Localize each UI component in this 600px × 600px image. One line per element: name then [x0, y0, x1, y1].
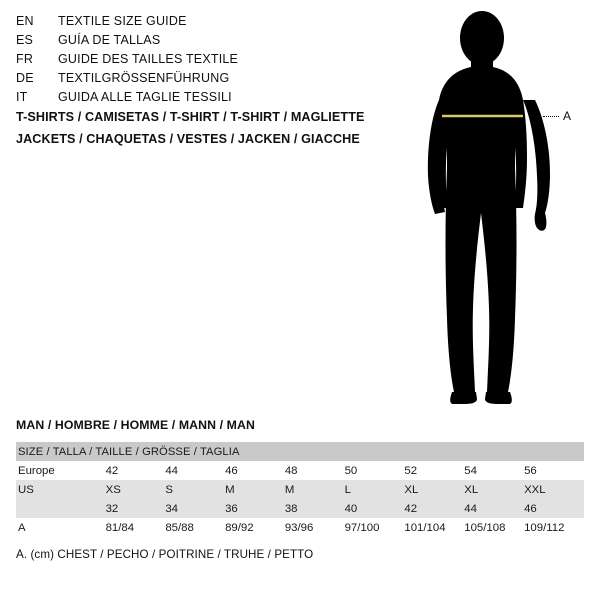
cell-value: 44 — [165, 461, 225, 480]
category-jackets: JACKETS / CHAQUETAS / VESTES / JACKEN / GIACCHE — [16, 132, 360, 146]
cell-value: 42 — [106, 461, 166, 480]
language-text: TEXTILE SIZE GUIDE — [58, 14, 187, 28]
size-table — [16, 442, 584, 537]
cell-value: 93/96 — [285, 518, 345, 537]
cell-value: 32 — [106, 499, 166, 518]
measure-label-a: A — [563, 109, 572, 123]
cell-value: 38 — [285, 499, 345, 518]
table-header-label: SIZE / TALLA / TAILLE / GRÖSSE / TAGLIA — [16, 442, 584, 461]
language-text: GUIDE DES TAILLES TEXTILE — [58, 52, 239, 66]
cell-value: 46 — [524, 499, 584, 518]
language-row — [16, 90, 376, 109]
cell-value: 34 — [165, 499, 225, 518]
cell-value: 101/104 — [404, 518, 464, 537]
language-code: DE — [16, 71, 34, 85]
language-row — [16, 71, 376, 90]
language-text: GUIDA ALLE TAGLIE TESSILI — [58, 90, 232, 104]
cell-value: 52 — [404, 461, 464, 480]
row-label — [16, 499, 106, 518]
cell-value: 97/100 — [345, 518, 405, 537]
cell-value: 105/108 — [464, 518, 524, 537]
cell-value: 109/112 — [524, 518, 584, 537]
language-text: GUÍA DE TALLAS — [58, 33, 161, 47]
measure-leader-line — [543, 116, 559, 117]
cell-value: XL — [464, 480, 524, 499]
cell-value: 36 — [225, 499, 285, 518]
language-code: EN — [16, 14, 34, 28]
cell-value: XXL — [524, 480, 584, 499]
language-row — [16, 52, 376, 71]
language-text: TEXTILGRÖSSENFÜHRUNG — [58, 71, 230, 85]
category-tshirts: T-SHIRTS / CAMISETAS / T-SHIRT / T-SHIRT / MAGLIETTE — [16, 110, 365, 124]
cell-value: 40 — [345, 499, 405, 518]
cell-value: 48 — [285, 461, 345, 480]
cell-value: 85/88 — [165, 518, 225, 537]
cell-value: 56 — [524, 461, 584, 480]
language-code: ES — [16, 33, 34, 47]
language-row — [16, 33, 376, 52]
row-label: A — [16, 518, 106, 537]
table-row — [16, 461, 584, 480]
cell-value: L — [345, 480, 405, 499]
cell-value: 42 — [404, 499, 464, 518]
cell-value: 46 — [225, 461, 285, 480]
cell-value: XL — [404, 480, 464, 499]
row-label: US — [16, 480, 106, 499]
language-code: FR — [16, 52, 34, 66]
cell-value: XS — [106, 480, 166, 499]
cell-value: 81/84 — [106, 518, 166, 537]
language-code: IT — [16, 90, 28, 104]
row-label: Europe — [16, 461, 106, 480]
cell-value: M — [225, 480, 285, 499]
garment-categories — [16, 110, 396, 154]
cell-value: 89/92 — [225, 518, 285, 537]
cell-value: S — [165, 480, 225, 499]
cell-value: 50 — [345, 461, 405, 480]
table-header-row — [16, 442, 584, 461]
footnote: A. (cm) CHEST / PECHO / POITRINE / TRUHE / PETTO — [16, 548, 314, 561]
language-row — [16, 14, 376, 33]
male-silhouette-figure — [395, 8, 600, 408]
language-list — [16, 14, 376, 109]
cell-value: 44 — [464, 499, 524, 518]
table-row — [16, 499, 584, 518]
cell-value: M — [285, 480, 345, 499]
silhouette-icon — [395, 8, 600, 408]
table-title: MAN / HOMBRE / HOMME / MANN / MAN — [16, 418, 255, 432]
table-row — [16, 480, 584, 499]
table-row — [16, 518, 584, 537]
cell-value: 54 — [464, 461, 524, 480]
